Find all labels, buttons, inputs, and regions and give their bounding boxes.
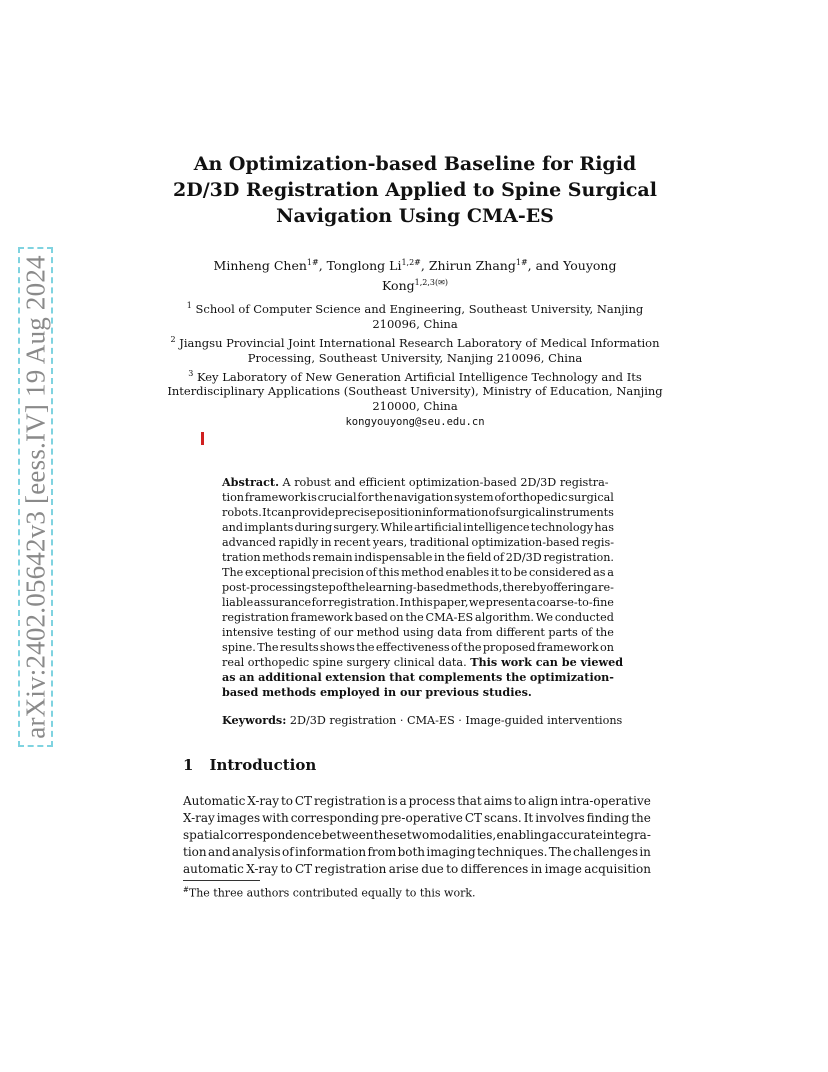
intro-line: spatial correspondence between these two modalities, enabling accurate integra-: [183, 828, 651, 842]
abstract-line: liable assurance for registration. In this paper, we present a coarse-to-fine: [222, 596, 614, 609]
affiliations: [150, 298, 680, 430]
intro-line: tion and analysis of information from both imaging techniques. The challenges in: [183, 845, 651, 859]
abstract-line: registration framework based on the CMA-ES algorithm. We conducted: [222, 611, 614, 624]
author-name: , and Youyong: [527, 258, 617, 274]
author-name: Kong: [382, 278, 415, 294]
affiliation-line: Processing, Southeast University, Nanjing 210096, China: [247, 350, 583, 365]
abstract-line: and implants during surgery. While artificial intelligence technology has: [222, 521, 614, 534]
title-line: An Optimization-based Baseline for Rigid: [193, 153, 637, 175]
affiliation-line: Interdisciplinary Applications (Southeast University), Ministry of Education, Nanjing: [167, 384, 663, 399]
abstract-line: intensive testing of our method using data from different parts of the: [222, 626, 614, 639]
title-line: Navigation Using CMA-ES: [276, 205, 554, 227]
keywords-label: Keywords:: [222, 713, 287, 727]
section-number: 1: [183, 756, 194, 774]
paper-title: [150, 151, 680, 229]
affiliation-line: $^3$ Key Laboratory of New Generation Artificial Intelligence Technology and Its: [188, 368, 642, 384]
author-name: , Zhirun Zhang: [420, 258, 516, 274]
author-affil-mark: 1#: [515, 258, 528, 267]
intro-line: X-ray images with corresponding pre-operative CT scans. It involves finding the: [183, 811, 651, 825]
abstract-line: robots. It can provide precise position information of surgical instruments: [222, 506, 614, 519]
abstract-bold-line: based methods employed in our previous studies.: [222, 685, 532, 699]
affiliation-line: 210096, China: [372, 316, 458, 331]
author-name: Minheng Chen: [213, 258, 307, 274]
author-list: [175, 254, 655, 294]
intro-line: Automatic X-ray to CT registration is a process that aims to align intra-operative: [183, 794, 651, 808]
footnote-rule: [183, 880, 260, 881]
footnote: [183, 886, 476, 900]
affiliation-line: $^1$ School of Computer Science and Engineering, Southeast University, Nanjing: [186, 301, 644, 316]
section-title: Introduction: [209, 756, 317, 774]
abstract: Abstract. A robust and efficient optimization-based 2D/3D registra- tion framework is crucial for the navigation system of orthopedic surgical robots. It can provide precise position information of surgical instruments and implants during surgery. While artificial intelligence technology has advanced rapidly in recent years, traditional optimization-based regis- tration methods remain indispensable in the field of 2D/3D registration. The exceptional precision of this method enables it to be considered as a post-processing step of the learning-based methods, thereby offering a re- liable assurance for registration. In this paper, we present a coarse-to-fine registration framework based on the CMA-ES algorithm. We conducted intensive testing of our method using data from different parts of the spine. The results shows the effectiveness of the proposed framework on real orthopedic spine surgery clinical data. This work can be viewed as an additional extension that complements the optimization- based methods employed in our previous studies.: [222, 475, 624, 699]
abstract-line: advanced rapidly in recent years, traditional optimization-based regis-: [222, 536, 614, 549]
contact-email[interactable]: kongyouyong@seu.edu.cn: [345, 416, 485, 429]
footnote-mark: #: [183, 886, 189, 894]
footnote-text: The three authors contributed equally to this work.: [188, 886, 476, 900]
abstract-label: Abstract.: [222, 475, 279, 489]
arxiv-identifier: arXiv:2402.05642v3 [eess.IV] 19 Aug 2024: [20, 255, 50, 739]
abstract-bold-line: as an additional extension that complements the optimization-: [222, 670, 614, 684]
abstract-line: tration methods remain indispensable in the field of 2D/3D registration.: [222, 551, 614, 564]
intro-paragraph: [183, 793, 651, 878]
cursor-mark: [201, 432, 204, 445]
keywords: Keywords: 2D/3D registration · CMA-ES · Image-guided interventions: [222, 713, 623, 727]
author-affil-mark: 1,2,3(✉): [414, 278, 448, 288]
affiliation-line: 210000, China: [372, 399, 458, 414]
author-affil-mark: 1#: [306, 258, 319, 267]
arxiv-stamp: [18, 247, 53, 747]
author-name: , Tonglong Li: [318, 258, 402, 274]
section-heading: [183, 756, 316, 774]
abstract-line: tion framework is crucial for the navigation system of orthopedic surgical: [222, 491, 614, 504]
author-affil-mark: 1,2#: [401, 258, 421, 267]
affiliation-line: $^2$ Jiangsu Provincial Joint International Research Laboratory of Medical Information: [170, 334, 660, 350]
abstract-line: spine. The results shows the effectiveness of the proposed framework on: [222, 641, 614, 654]
title-line: 2D/3D Registration Applied to Spine Surgical: [173, 179, 657, 201]
abstract-line: The exceptional precision of this method enables it to be considered as a: [222, 566, 614, 579]
intro-line: automatic X-ray to CT registration arise due to differences in image acquisition: [183, 862, 651, 876]
abstract-line: post-processing step of the learning-based methods, thereby offering a re-: [222, 581, 614, 594]
